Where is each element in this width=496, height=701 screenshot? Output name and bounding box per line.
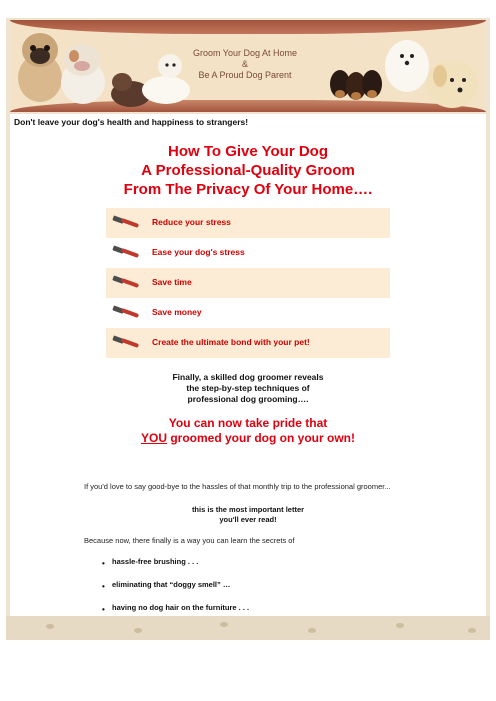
list-item-text: eliminating that “doggy smell” … — [112, 580, 231, 589]
pride-line-2 — [10, 431, 486, 446]
puppies-image — [328, 54, 388, 112]
golden-retriever-image — [422, 44, 486, 110]
important-note — [10, 505, 486, 525]
header-title — [160, 48, 330, 81]
intro-paragraph: If you'd love to say good-bye to the hassles of that monthly trip to the professional groomer... — [84, 482, 391, 491]
tagline: Don't leave your dog's health and happiness to strangers! — [14, 117, 249, 127]
bulldog-image — [58, 34, 108, 106]
list-item-text: having no dog hair on the furniture . . . — [112, 603, 250, 612]
grooming-brush-icon — [112, 245, 140, 261]
header-banner — [10, 20, 486, 112]
header-line-3: Be A Proud Dog Parent — [198, 70, 292, 80]
letter-content — [10, 114, 486, 616]
pride-headline — [10, 416, 486, 446]
benefit-label: Save money — [152, 307, 202, 317]
pride-line-2-rest: groomed your dog on your own! — [167, 431, 355, 445]
grooming-brush-icon — [112, 275, 140, 291]
grooming-brush-icon — [112, 215, 140, 231]
reveal-line-3: professional dog grooming…. — [187, 394, 309, 404]
paw-print-icon — [308, 628, 316, 633]
reveal-line-2: the step-by-step techniques of — [186, 383, 310, 393]
grooming-brush-icon — [112, 335, 140, 351]
list-item-text: hassle-free brushing . . . — [112, 557, 199, 566]
important-line-1: this is the most important letter — [191, 505, 305, 514]
benefit-label: Save time — [152, 277, 192, 287]
grooming-brush-icon — [112, 305, 140, 321]
benefit-label: Ease your dog's stress — [152, 247, 245, 257]
paw-print-icon — [220, 622, 228, 627]
benefit-label: Reduce your stress — [152, 217, 231, 227]
paw-print-icon — [134, 628, 142, 633]
header-line-1: Groom Your Dog At Home — [192, 48, 298, 58]
benefit-label: Create the ultimate bond with your pet! — [152, 337, 310, 347]
bullet-icon: • — [102, 605, 105, 614]
main-headline — [10, 142, 486, 199]
benefits-list — [106, 208, 390, 358]
reveal-text — [10, 372, 486, 405]
header-line-2: & — [241, 59, 248, 69]
paw-print-icon — [468, 628, 476, 633]
reveal-line-1: Finally, a skilled dog groomer reveals — [172, 372, 324, 382]
headline-line-2: A Professional-Quality Groom — [141, 162, 355, 179]
benefit-item — [106, 328, 390, 358]
paw-print-icon — [396, 623, 404, 628]
bullet-icon: • — [102, 559, 105, 568]
headline-line-3: From The Privacy Of Your Home…. — [123, 181, 373, 198]
paw-print-icon — [46, 624, 54, 629]
paw-print-footer — [6, 616, 490, 640]
benefit-item — [106, 208, 390, 238]
important-line-2: you'll ever read! — [219, 515, 277, 524]
list-item — [100, 580, 249, 603]
pride-you: YOU — [140, 431, 167, 445]
benefit-item — [106, 298, 390, 328]
benefit-item — [106, 268, 390, 298]
benefit-item — [106, 238, 390, 268]
pride-line-1: You can now take pride that — [168, 416, 328, 430]
secrets-intro: Because now, there finally is a way you can learn the secrets of — [84, 536, 295, 545]
page-frame — [6, 18, 490, 640]
list-item — [100, 557, 249, 580]
bullet-icon: • — [102, 582, 105, 591]
headline-line-1: How To Give Your Dog — [167, 143, 328, 160]
